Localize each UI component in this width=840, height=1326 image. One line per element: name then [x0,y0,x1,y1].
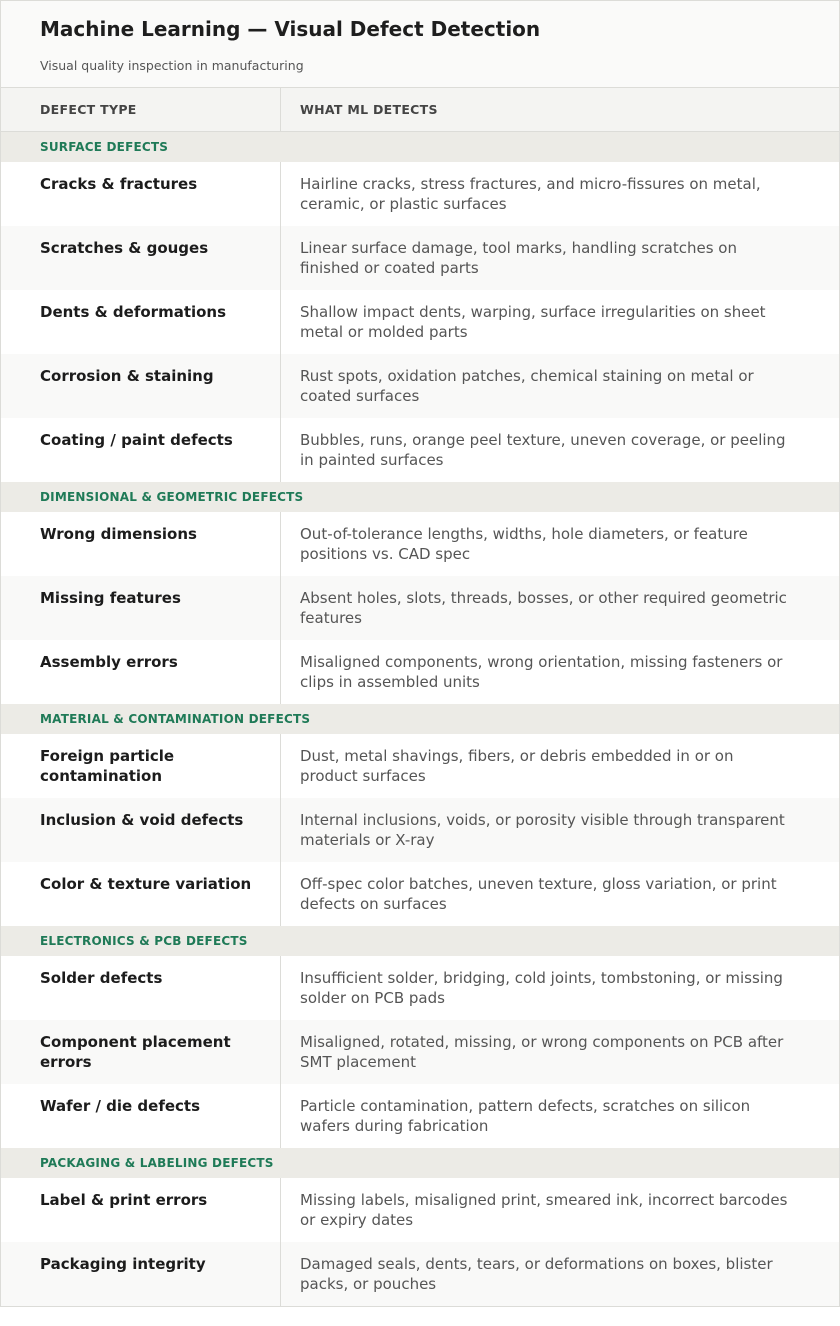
table-row [1,1020,839,1084]
section-header: DIMENSIONAL & GEOMETRIC DEFECTS [1,482,839,512]
ml-detects-cell: Misaligned components, wrong orientation, missing fasteners or clips in assembled units [300,653,783,691]
ml-detects-cell: Absent holes, slots, threads, bosses, or other required geometric features [300,589,787,627]
page-title: Machine Learning — Visual Defect Detection [40,17,541,41]
ml-detects-cell: Dust, metal shavings, fibers, or debris embedded in or on product surfaces [300,747,734,785]
defect-type-cell: Assembly errors [1,640,281,704]
section-header: SURFACE DEFECTS [1,132,839,162]
defect-type-cell: Scratches & gouges [1,226,281,290]
ml-detects-cell: Off-spec color batches, uneven texture, gloss variation, or print defects on surfaces [300,875,777,913]
column-header-row [1,88,839,132]
table-row [1,418,839,482]
table-row [1,1084,839,1148]
defect-type-cell: Color & texture variation [1,862,281,926]
ml-detects-cell: Internal inclusions, voids, or porosity visible through transparent materials or X-ray [300,811,785,849]
section-header: MATERIAL & CONTAMINATION DEFECTS [1,704,839,734]
table-row [1,1178,839,1242]
defect-type-cell: Cracks & fractures [1,162,281,226]
section-header: PACKAGING & LABELING DEFECTS [1,1148,839,1178]
ml-detects-cell: Misaligned, rotated, missing, or wrong components on PCB after SMT placement [300,1033,784,1071]
table-header [1,1,839,88]
ml-detects-cell: Rust spots, oxidation patches, chemical staining on metal or coated surfaces [300,367,754,405]
table-row [1,576,839,640]
defect-type-cell: Missing features [1,576,281,640]
table-row [1,226,839,290]
defect-type-cell: Label & print errors [1,1178,281,1242]
ml-detects-cell: Missing labels, misaligned print, smeared ink, incorrect barcodes or expiry dates [300,1191,788,1229]
table-row [1,290,839,354]
defect-type-cell: Component placement errors [1,1020,281,1084]
ml-detects-cell: Hairline cracks, stress fractures, and micro-fissures on metal, ceramic, or plastic surfaces [300,175,761,213]
defect-type-cell: Wafer / die defects [1,1084,281,1148]
table-row [1,734,839,798]
defect-type-cell: Dents & deformations [1,290,281,354]
table-row [1,798,839,862]
table-row [1,354,839,418]
column-header-what-ml-detects: WHAT ML DETECTS [300,102,438,117]
defect-type-cell: Packaging integrity [1,1242,281,1306]
ml-detects-cell: Bubbles, runs, orange peel texture, uneven coverage, or peeling in painted surfaces [300,431,786,469]
section-header: ELECTRONICS & PCB DEFECTS [1,926,839,956]
ml-detects-cell: Damaged seals, dents, tears, or deformations on boxes, blister packs, or pouches [300,1255,773,1293]
defect-type-cell: Solder defects [1,956,281,1020]
ml-detects-cell: Out-of-tolerance lengths, widths, hole diameters, or feature positions vs. CAD spec [300,525,748,563]
ml-detects-cell: Linear surface damage, tool marks, handling scratches on finished or coated parts [300,239,737,277]
defect-type-cell: Inclusion & void defects [1,798,281,862]
ml-detects-cell: Insufficient solder, bridging, cold joints, tombstoning, or missing solder on PCB pads [300,969,783,1007]
column-header-defect-type: DEFECT TYPE [1,88,281,131]
table-row [1,512,839,576]
table-body [1,132,839,1306]
table-row [1,1242,839,1306]
table-row [1,162,839,226]
ml-detects-cell: Particle contamination, pattern defects, scratches on silicon wafers during fabrication [300,1097,751,1135]
defect-type-cell: Corrosion & staining [1,354,281,418]
table-row [1,862,839,926]
defect-type-cell: Wrong dimensions [1,512,281,576]
page-subtitle: Visual quality inspection in manufacturing [40,58,304,73]
table-row [1,956,839,1020]
defect-type-cell: Coating / paint defects [1,418,281,482]
table-row [1,640,839,704]
ml-detects-cell: Shallow impact dents, warping, surface irregularities on sheet metal or molded parts [300,303,766,341]
defect-type-cell: Foreign particle contamination [1,734,281,798]
